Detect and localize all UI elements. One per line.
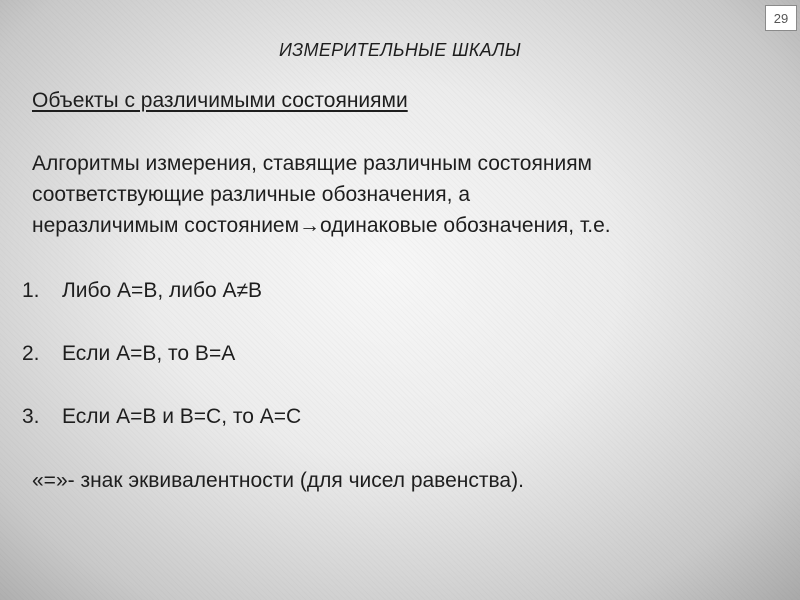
list-item <box>22 277 262 304</box>
paragraph-line: Алгоритмы измерения, ставящие различным состояниям <box>32 152 592 175</box>
subtitle-heading: Объекты с различимыми состояниями <box>32 89 408 112</box>
footnote: «=»- знак эквивалентности (для чисел равенства). <box>32 469 524 492</box>
list-item <box>22 403 301 430</box>
list-text: Если А=В и В=С, то А=С <box>62 405 302 428</box>
paragraph-line: соответствующие различные обозначения, а <box>32 183 471 206</box>
list-item <box>22 340 235 367</box>
list-number: 1. <box>22 279 40 302</box>
page-number: 29 <box>773 10 789 26</box>
list-text: Либо А=В, либо А≠В <box>62 279 263 302</box>
paragraph-line: неразличимым состоянием→одинаковые обозначения, т.е. <box>32 214 611 237</box>
page-number-badge <box>765 5 797 31</box>
list-text: Если А=В, то В=А <box>62 342 236 365</box>
list-number: 3. <box>22 405 40 428</box>
slide-title: ИЗМЕРИТЕЛЬНЫЕ ШКАЛЫ <box>279 40 521 60</box>
list-number: 2. <box>22 342 40 365</box>
